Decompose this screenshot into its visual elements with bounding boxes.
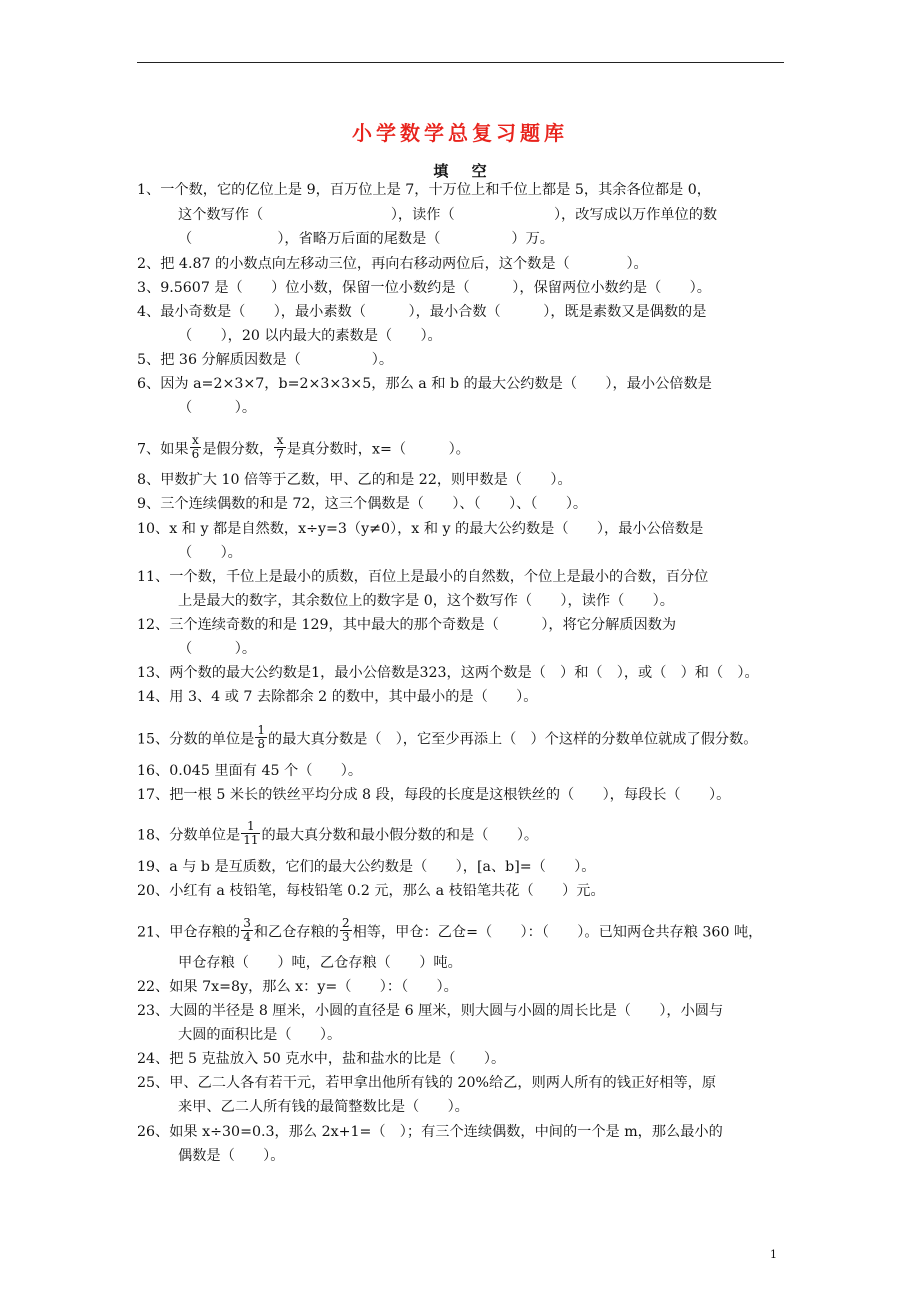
fraction-1-over-11 xyxy=(241,820,260,847)
question-25-line-2: 来甲、乙二人所有钱的最简整数比是（ ）。 xyxy=(178,1099,469,1115)
question-21-text-a: 21、甲仓存粮的 xyxy=(137,924,241,941)
question-23-line-1: 23、大圆的半径是 8 厘米，小圆的直径是 6 厘米，则大圆与小圆的周长比是（ ），小圆与 xyxy=(137,1003,724,1019)
question-25-line-1: 25、甲、乙二人各有若干元，若甲拿出他所有钱的 20%给乙，则两人所有的钱正好相等，原 xyxy=(137,1075,717,1091)
question-5: 5、把 36 分解质因数是（ ）。 xyxy=(137,352,394,368)
question-14: 14、用 3、4 或 7 去除都余 2 的数中，其中最小的是（ ）。 xyxy=(137,689,538,705)
page-number: 1 xyxy=(770,1248,777,1261)
fraction-denominator: 8 xyxy=(257,737,266,751)
question-21-text-c: 相等，甲仓：乙仓=（ ）：（ ）。已知两仓共存粮 360 吨， xyxy=(352,924,763,941)
question-17: 17、把一根 5 米长的铁丝平均分成 8 段，每段的长度是这根铁丝的（ ），每段长（ ）。 xyxy=(137,787,731,803)
fraction-denominator: 3 xyxy=(341,930,350,944)
question-7-text-b: 是假分数， xyxy=(202,441,274,458)
fraction-numerator: 3 xyxy=(243,916,251,930)
question-15-text-b: 的最大真分数是（ ），它至少再添上（ ）个这样的分数单位就成了假分数。 xyxy=(268,731,758,748)
question-4-line-2: （ ），20 以内最大的素数是（ ）。 xyxy=(178,328,442,344)
question-15-text-a: 15、分数的单位是 xyxy=(137,731,255,748)
question-21-line-1 xyxy=(137,916,763,946)
fraction-numerator: 1 xyxy=(241,820,260,834)
fraction-denominator: 4 xyxy=(243,930,251,944)
question-18-text-b: 的最大真分数和最小假分数的和是（ ）。 xyxy=(261,827,539,844)
question-11-line-1: 11、一个数，千位上是最小的质数，百位上是最小的自然数，个位上是最小的合数，百分位 xyxy=(137,569,709,585)
question-6-line-2: （ ）。 xyxy=(178,400,257,416)
fraction-denominator: 7 xyxy=(276,447,284,461)
question-23-line-2: 大圆的面积比是（ ）。 xyxy=(178,1027,342,1043)
question-19: 19、a 与 b 是互质数，它们的最大公约数是（ ），[a、b]=（ ）。 xyxy=(137,859,596,875)
question-6-line-1: 6、因为 a=2×3×7，b=2×3×3×5，那么 a 和 b 的最大公约数是（ ），最小公倍数是 xyxy=(137,376,712,392)
fraction-2-over-3 xyxy=(340,917,352,944)
fraction-denominator: 6 xyxy=(191,447,200,461)
question-10-line-1: 10、x 和 y 都是自然数，x÷y=3（y≠0），x 和 y 的最大公约数是（ ），最小公倍数是 xyxy=(137,521,704,537)
fraction-3-over-4 xyxy=(241,917,253,944)
question-2: 2、把 4.87 的小数点向左移动三位，再向右移动两位后，这个数是（ ）。 xyxy=(137,256,648,272)
fraction-numerator: 2 xyxy=(341,916,350,930)
question-15 xyxy=(137,723,758,753)
header-rule xyxy=(137,62,784,63)
question-21-text-b: 和乙仓存粮的 xyxy=(253,924,339,941)
question-26-line-1: 26、如果 x÷30=0.3，那么 2x+1=（ ）；有三个连续偶数，中间的一个是 m，那么最小的 xyxy=(137,1124,723,1140)
question-11-line-2: 上是最大的数字，其余数位上的数字是 0，这个数写作（ ），读作（ ）。 xyxy=(178,593,674,609)
question-1-line-2: 这个数写作（ ），读作（ ），改写成以万作单位的数 xyxy=(178,207,718,223)
question-16: 16、0.045 里面有 45 个（ ）。 xyxy=(137,763,363,779)
fraction-x-over-6 xyxy=(190,434,202,461)
question-18-text-a: 18、分数单位是 xyxy=(137,827,241,844)
question-4-line-1: 4、最小奇数是（ ），最小素数（ ），最小合数（ ），既是素数又是偶数的是 xyxy=(137,304,707,320)
question-12-line-1: 12、三个连续奇数的和是 129，其中最大的那个奇数是（ ），将它分解质因数为 xyxy=(137,617,677,633)
question-13: 13、两个数的最大公约数是1，最小公倍数是323，这两个数是（ ）和（ ），或（ ）和（ ）。 xyxy=(137,665,759,681)
question-26-line-2: 偶数是（ ）。 xyxy=(178,1148,285,1164)
question-7-text-a: 7、如果 xyxy=(137,441,189,458)
question-7 xyxy=(137,433,470,463)
question-10-line-2: （ ）。 xyxy=(178,545,242,561)
question-12-line-2: （ ）。 xyxy=(178,641,257,657)
fraction-x-over-7 xyxy=(274,434,286,461)
question-3: 3、9.5607 是（ ）位小数，保留一位小数约是（ ），保留两位小数约是（ ）。 xyxy=(137,280,711,296)
fraction-1-over-8 xyxy=(255,724,267,751)
question-21-line-2: 甲仓存粮（ ）吨，乙仓存粮（ ）吨。 xyxy=(178,955,462,971)
question-8: 8、甲数扩大 10 倍等于乙数，甲、乙的和是 22，则甲数是（ ）。 xyxy=(137,472,572,488)
question-1-line-1: 1、一个数，它的亿位上是 9，百万位上是 7，十万位上和千位上都是 5，其余各位都是 0， xyxy=(137,182,711,198)
question-18 xyxy=(137,819,539,849)
question-9: 9、三个连续偶数的和是 72，这三个偶数是（ ）、（ ）、（ ）。 xyxy=(137,496,588,512)
question-20: 20、小红有 a 枝铅笔，每枝铅笔 0.2 元，那么 a 枝铅笔共花（ ）元。 xyxy=(137,883,605,899)
fraction-numerator: x xyxy=(274,434,286,448)
question-24: 24、把 5 克盐放入 50 克水中，盐和盐水的比是（ ）。 xyxy=(137,1051,506,1067)
fraction-denominator: 11 xyxy=(243,833,259,847)
question-7-text-c: 是真分数时，x=（ ）。 xyxy=(286,441,470,458)
section-title: 填 空 xyxy=(433,162,487,180)
document-title: 小学数学总复习题库 xyxy=(352,121,568,145)
question-1-line-3: （ ），省略万后面的尾数是（ ）万。 xyxy=(178,231,554,247)
fraction-numerator: 1 xyxy=(257,723,266,737)
question-22: 22、如果 7x=8y，那么 x：y=（ ）：（ ）。 xyxy=(137,979,458,995)
fraction-numerator: x xyxy=(190,434,202,448)
